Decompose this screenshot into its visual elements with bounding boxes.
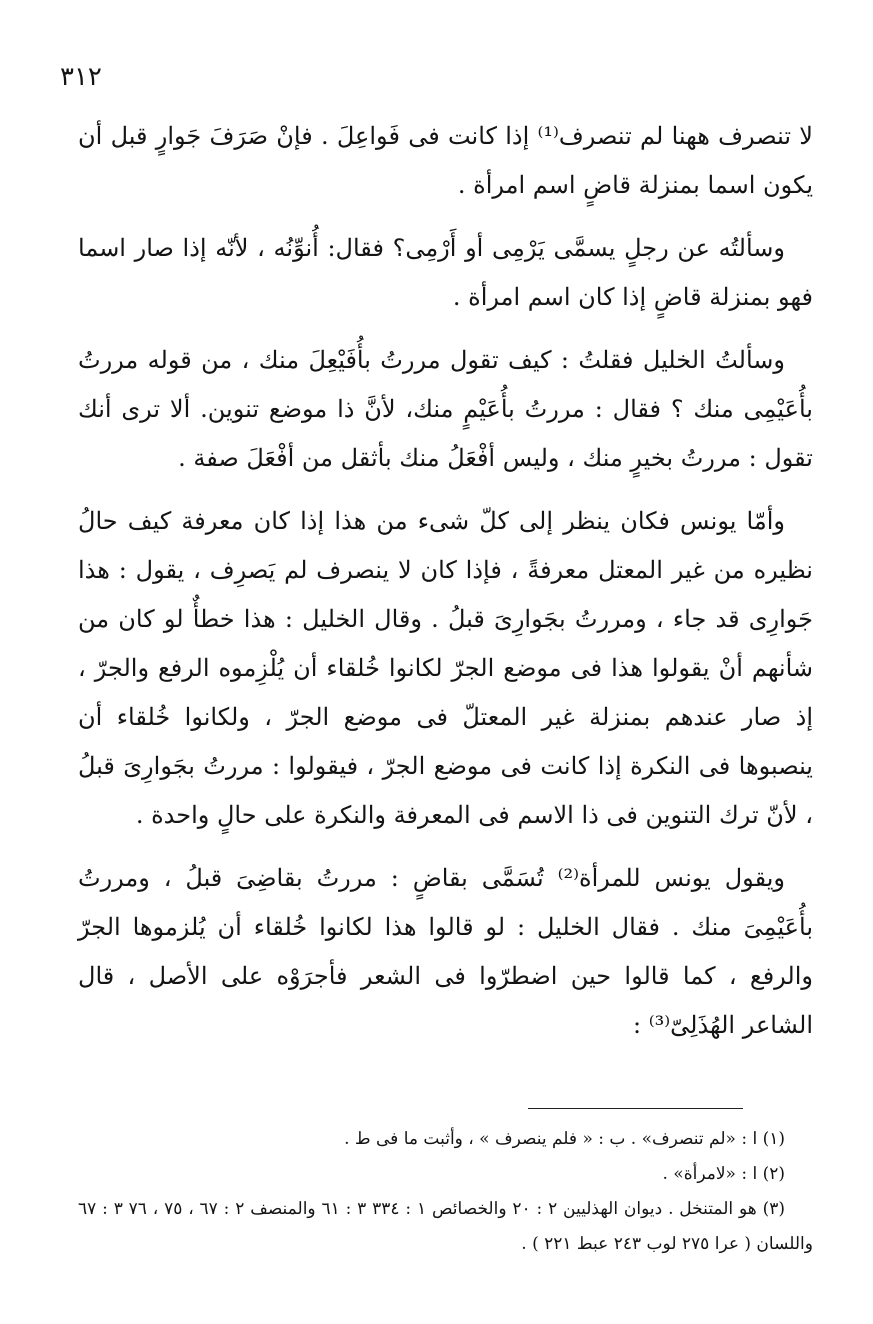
- main-text: [78, 112, 813, 1064]
- footnote-divider: [528, 1108, 743, 1109]
- paragraph: وأمّا يونس فكان ينظر إلى كلّ شىء من هذا إذا كان معرفة كيف حالُ نظيره من غير المعتل معرفةً ، فإذا كان لا ينصرف لم يَصرِف ، يقول : هذا جَوارِى قد جاء ، ومررتُ بجَوارِىَ قبلُ . وقال الخليل : هذا خطأٌ لو كان من شأنهم أنْ يقولوا هذا فى موضع الجرّ لكانوا خُلقاء أن يُلْزِموه الرفع والجرّ ، إذ صار عندهم بمنزلة غير المعتلّ فى موضع الجرّ ، ولكانوا خُلقاء أن ينصبوها فى النكرة إذا كانت فى موضع الجرّ ، فيقولوا : مررتُ بجَوارِىَ قبلُ ، لأنّ ترك التنوين فى ذا الاسم فى المعرفة والنكرة على حالٍ واحدة .: [78, 507, 814, 829]
- paragraph: ويقول يونس للمرأة⁽²⁾ تُسَمَّى بقاضٍ : مررتُ بقاضِىَ قبلُ ، ومررتُ بأُعَيْمِىَ منك . فقال الخليل : لو قالوا هذا لكانوا خُلقاء أن يُلزموها الجرّ والرفع ، كما قالوا حين اضطرّوا فى الشعر فأجرَوْه على الأصل ، قال الشاعر الهُذَلِىّ⁽³⁾ :: [78, 864, 813, 1039]
- footnote: (٢) ا : «لامرأة» .: [662, 1164, 785, 1184]
- paragraph: وسألتُه عن رجلٍ يسمَّى يَرْمِى أو أَرْمِى؟ فقال: أُنوِّنُه ، لأنّه إذا صار اسما فهو بمنزلة قاضٍ إذا كان اسم امرأة .: [78, 234, 813, 311]
- page-number: ٣١٢: [60, 62, 102, 92]
- footnotes: [78, 1122, 813, 1262]
- paragraph: لا تنصرف ههنا لم تنصرف⁽¹⁾ إذا كانت فى فَواعِلَ . فإنْ صَرَفَ جَوارٍ قبل أن يكون اسما بمنزلة قاضٍ اسم امرأة .: [78, 122, 813, 199]
- footnote: (٣) هو المتنخل . ديوان الهذليين ٢ : ٢٠ والخصائص ١ : ٣٣٤ ٣ : ٦١ والمنصف ٢ : ٦٧ ، ٧٥ ، ٧٦ ٣ : ٦٧ واللسان ( عرا ٢٧٥ لوب ٢٤٣ عبط ٢٢١ ) .: [78, 1199, 813, 1254]
- footnote: (١) ا : «لم تنصرف» . ب : « فلم ينصرف » ، وأثبت ما فى ط .: [344, 1129, 785, 1149]
- paragraph: وسألتُ الخليل فقلتُ : كيف تقول مررتُ بأُفَيْعِلَ منك ، من قوله مررتُ بأُعَيْمِى منك ؟ فقال : مررتُ بأُعَيْمٍ منك، لأنَّ ذا موضع تنوين. ألا ترى أنك تقول : مررتُ بخيرٍ منك ، وليس أفْعَلُ منك بأثقل من أفْعَلَ صفة .: [78, 346, 813, 472]
